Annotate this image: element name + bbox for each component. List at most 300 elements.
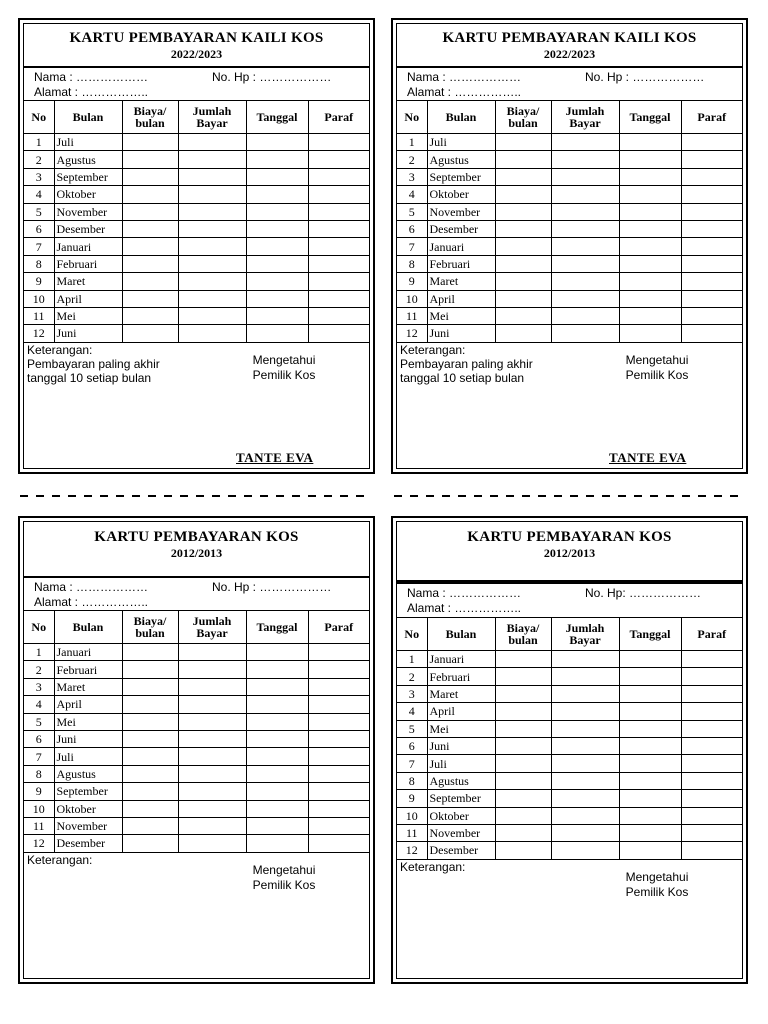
biaya-cell[interactable] (495, 720, 551, 737)
nama-field[interactable]: Nama : ……………… (34, 580, 149, 594)
jumlah-bayar-cell[interactable] (178, 151, 246, 168)
jumlah-bayar-cell[interactable] (551, 238, 619, 255)
paraf-cell[interactable] (681, 824, 742, 841)
jumlah-bayar-cell[interactable] (551, 651, 619, 668)
card-year: 2022/2023 (543, 47, 596, 61)
jumlah-bayar-cell[interactable] (178, 220, 246, 237)
header-jumlah: Jumlah Bayar (551, 618, 619, 651)
biaya-cell[interactable] (122, 644, 178, 661)
biaya-cell[interactable] (122, 730, 178, 747)
jumlah-bayar-cell[interactable] (178, 134, 246, 151)
jumlah-bayar-cell[interactable] (178, 713, 246, 730)
biaya-cell[interactable] (122, 748, 178, 765)
month-cell: Februari (427, 668, 495, 685)
header-tanggal: Tanggal (619, 618, 681, 651)
card-title: KARTU PEMBAYARAN KOS (94, 529, 299, 545)
paraf-cell[interactable] (308, 661, 369, 678)
table-row (24, 730, 369, 747)
month-cell: Mei (427, 307, 495, 324)
paraf-cell[interactable] (681, 651, 742, 668)
tanggal-cell[interactable] (246, 151, 308, 168)
table-row (397, 737, 742, 754)
card-year: 2022/2023 (170, 47, 223, 61)
jumlah-bayar-cell[interactable] (551, 134, 619, 151)
table-row (397, 755, 742, 772)
paraf-cell[interactable] (308, 238, 369, 255)
biaya-cell[interactable] (495, 772, 551, 789)
paraf-cell[interactable] (681, 720, 742, 737)
jumlah-bayar-cell[interactable] (178, 765, 246, 782)
jumlah-bayar-cell[interactable] (178, 748, 246, 765)
month-cell: September (427, 168, 495, 185)
table-row (24, 661, 369, 678)
biaya-cell[interactable] (495, 203, 551, 220)
biaya-cell[interactable] (495, 668, 551, 685)
paraf-cell[interactable] (308, 134, 369, 151)
jumlah-bayar-cell[interactable] (178, 678, 246, 695)
jumlah-bayar-cell[interactable] (178, 168, 246, 185)
table-row (24, 168, 369, 185)
paraf-cell[interactable] (681, 203, 742, 220)
tanggal-cell[interactable] (619, 703, 681, 720)
tanggal-cell[interactable] (246, 238, 308, 255)
nohp-field[interactable]: No. Hp : ……………… (212, 70, 332, 84)
keterangan-note: Keterangan: (400, 859, 466, 874)
biaya-cell[interactable] (122, 817, 178, 834)
paraf-cell[interactable] (308, 730, 369, 747)
biaya-cell[interactable] (122, 713, 178, 730)
biaya-cell[interactable] (122, 238, 178, 255)
paraf-cell[interactable] (308, 765, 369, 782)
paraf-cell[interactable] (681, 290, 742, 307)
month-cell: Desember (427, 220, 495, 237)
tanggal-cell[interactable] (619, 186, 681, 203)
tanggal-cell[interactable] (619, 824, 681, 841)
paraf-cell[interactable] (681, 668, 742, 685)
biaya-cell[interactable] (122, 307, 178, 324)
nohp-field[interactable]: No. Hp : ……………… (212, 580, 332, 594)
biaya-cell[interactable] (122, 783, 178, 800)
header-bulan: Bulan (427, 101, 495, 134)
jumlah-bayar-cell[interactable] (551, 290, 619, 307)
jumlah-bayar-cell[interactable] (178, 817, 246, 834)
table-header-row (397, 101, 742, 134)
biaya-cell[interactable] (495, 703, 551, 720)
keterangan-note: Keterangan: Pembayaran paling akhir tanggal 10 setiap bulan (400, 342, 533, 385)
biaya-cell[interactable] (122, 255, 178, 272)
alamat-field[interactable]: Alamat : …………….. (34, 595, 149, 609)
jumlah-bayar-cell[interactable] (178, 783, 246, 800)
paraf-cell[interactable] (308, 644, 369, 661)
row-number: 4 (24, 186, 54, 203)
tanggal-cell[interactable] (619, 685, 681, 702)
jumlah-bayar-cell[interactable] (551, 203, 619, 220)
biaya-cell[interactable] (495, 220, 551, 237)
tanggal-cell[interactable] (246, 765, 308, 782)
biaya-cell[interactable] (122, 678, 178, 695)
table-header-row (24, 101, 369, 134)
row-number: 3 (24, 678, 54, 695)
jumlah-bayar-cell[interactable] (178, 273, 246, 290)
biaya-cell[interactable] (495, 186, 551, 203)
jumlah-bayar-cell[interactable] (551, 807, 619, 824)
table-row (24, 800, 369, 817)
tanggal-cell[interactable] (619, 134, 681, 151)
month-cell: Juli (54, 134, 122, 151)
table-row (397, 307, 742, 324)
paraf-cell[interactable] (308, 325, 369, 342)
biaya-cell[interactable] (122, 696, 178, 713)
card-frame (396, 521, 743, 979)
month-cell: Desember (427, 842, 495, 859)
card-title: KARTU PEMBAYARAN KOS (467, 529, 672, 545)
biaya-cell[interactable] (495, 325, 551, 342)
tanggal-cell[interactable] (619, 807, 681, 824)
month-cell: Agustus (54, 765, 122, 782)
paraf-cell[interactable] (681, 273, 742, 290)
biaya-cell[interactable] (495, 807, 551, 824)
paraf-cell[interactable] (308, 800, 369, 817)
row-number: 8 (24, 255, 54, 272)
biaya-cell[interactable] (122, 273, 178, 290)
paraf-cell[interactable] (681, 703, 742, 720)
table-row (397, 703, 742, 720)
biaya-cell[interactable] (122, 800, 178, 817)
nama-field[interactable]: Nama : ……………… (407, 70, 522, 84)
jumlah-bayar-cell[interactable] (551, 151, 619, 168)
biaya-cell[interactable] (122, 325, 178, 342)
month-cell: November (54, 817, 122, 834)
jumlah-bayar-cell[interactable] (178, 307, 246, 324)
header-paraf: Paraf (681, 101, 742, 134)
paraf-cell[interactable] (681, 168, 742, 185)
biaya-cell[interactable] (122, 168, 178, 185)
nohp-field[interactable]: No. Hp: ……………… (585, 586, 702, 600)
payment-card (18, 516, 375, 984)
month-cell: April (54, 290, 122, 307)
tenant-info (24, 68, 369, 100)
biaya-cell[interactable] (122, 203, 178, 220)
month-cell: Desember (54, 220, 122, 237)
tanggal-cell[interactable] (619, 842, 681, 859)
biaya-cell[interactable] (495, 290, 551, 307)
paraf-cell[interactable] (308, 783, 369, 800)
header-paraf: Paraf (308, 101, 369, 134)
paraf-cell[interactable] (308, 151, 369, 168)
header-no: No (397, 101, 427, 134)
row-number: 9 (397, 790, 427, 807)
paraf-cell[interactable] (308, 307, 369, 324)
tanggal-cell[interactable] (619, 755, 681, 772)
tanggal-cell[interactable] (619, 307, 681, 324)
biaya-cell[interactable] (122, 134, 178, 151)
tanggal-cell[interactable] (246, 290, 308, 307)
month-cell: Juli (427, 134, 495, 151)
table-row (397, 772, 742, 789)
tanggal-cell[interactable] (246, 186, 308, 203)
header-no: No (24, 611, 54, 644)
paraf-cell[interactable] (681, 220, 742, 237)
tanggal-cell[interactable] (619, 772, 681, 789)
nama-field[interactable]: Nama : ……………… (34, 70, 149, 84)
biaya-cell[interactable] (495, 238, 551, 255)
jumlah-bayar-cell[interactable] (551, 273, 619, 290)
table-header-row (24, 611, 369, 644)
month-cell: Februari (54, 661, 122, 678)
jumlah-bayar-cell[interactable] (551, 737, 619, 754)
paraf-cell[interactable] (681, 307, 742, 324)
biaya-cell[interactable] (495, 685, 551, 702)
biaya-cell[interactable] (495, 755, 551, 772)
jumlah-bayar-cell[interactable] (178, 238, 246, 255)
tanggal-cell[interactable] (246, 325, 308, 342)
header-tanggal: Tanggal (246, 101, 308, 134)
jumlah-bayar-cell[interactable] (551, 325, 619, 342)
jumlah-bayar-cell[interactable] (551, 772, 619, 789)
biaya-cell[interactable] (495, 134, 551, 151)
table-row (397, 807, 742, 824)
table-row (24, 151, 369, 168)
card-frame (23, 521, 370, 979)
table-row (397, 790, 742, 807)
paraf-cell[interactable] (681, 790, 742, 807)
tanggal-cell[interactable] (246, 678, 308, 695)
tanggal-cell[interactable] (246, 307, 308, 324)
jumlah-bayar-cell[interactable] (551, 842, 619, 859)
tanggal-cell[interactable] (246, 255, 308, 272)
paraf-cell[interactable] (681, 685, 742, 702)
biaya-cell[interactable] (122, 765, 178, 782)
tanggal-cell[interactable] (619, 151, 681, 168)
biaya-cell[interactable] (495, 737, 551, 754)
paraf-cell[interactable] (308, 696, 369, 713)
alamat-field[interactable]: Alamat : …………….. (34, 85, 149, 99)
biaya-cell[interactable] (122, 661, 178, 678)
card-frame (396, 23, 743, 469)
tanggal-cell[interactable] (619, 651, 681, 668)
tanggal-cell[interactable] (246, 800, 308, 817)
month-cell: Mei (54, 307, 122, 324)
jumlah-bayar-cell[interactable] (551, 168, 619, 185)
paraf-cell[interactable] (681, 151, 742, 168)
paraf-cell[interactable] (308, 255, 369, 272)
month-cell: Oktober (427, 807, 495, 824)
card-header (24, 522, 369, 578)
card-header (397, 24, 742, 68)
biaya-cell[interactable] (495, 651, 551, 668)
row-number: 10 (397, 290, 427, 307)
paraf-cell[interactable] (681, 325, 742, 342)
jumlah-bayar-cell[interactable] (178, 661, 246, 678)
biaya-cell[interactable] (122, 220, 178, 237)
jumlah-bayar-cell[interactable] (178, 800, 246, 817)
tenant-info (397, 584, 742, 617)
tanggal-cell[interactable] (246, 661, 308, 678)
jumlah-bayar-cell[interactable] (178, 203, 246, 220)
tanggal-cell[interactable] (619, 720, 681, 737)
biaya-cell[interactable] (495, 790, 551, 807)
table-row (397, 842, 742, 859)
paraf-cell[interactable] (308, 713, 369, 730)
row-number: 2 (24, 661, 54, 678)
tanggal-cell[interactable] (246, 220, 308, 237)
jumlah-bayar-cell[interactable] (551, 668, 619, 685)
tanggal-cell[interactable] (619, 203, 681, 220)
table-row (24, 186, 369, 203)
table-row (397, 325, 742, 342)
jumlah-bayar-cell[interactable] (178, 730, 246, 747)
jumlah-bayar-cell[interactable] (178, 290, 246, 307)
paraf-cell[interactable] (308, 748, 369, 765)
header-biaya: Biaya/ bulan (122, 611, 178, 644)
table-row (24, 835, 369, 852)
tanggal-cell[interactable] (619, 290, 681, 307)
table-row (397, 668, 742, 685)
paraf-cell[interactable] (308, 273, 369, 290)
tanggal-cell[interactable] (246, 783, 308, 800)
header-bulan: Bulan (427, 618, 495, 651)
header-paraf: Paraf (681, 618, 742, 651)
nama-field[interactable]: Nama : ……………… (407, 586, 522, 600)
biaya-cell[interactable] (495, 151, 551, 168)
tanggal-cell[interactable] (246, 273, 308, 290)
paraf-cell[interactable] (681, 134, 742, 151)
jumlah-bayar-cell[interactable] (178, 696, 246, 713)
tanggal-cell[interactable] (619, 255, 681, 272)
jumlah-bayar-cell[interactable] (178, 255, 246, 272)
table-row (397, 290, 742, 307)
card-header (397, 522, 742, 584)
jumlah-bayar-cell[interactable] (551, 824, 619, 841)
tanggal-cell[interactable] (619, 737, 681, 754)
table-row (24, 290, 369, 307)
paraf-cell[interactable] (308, 290, 369, 307)
payment-table (24, 610, 369, 853)
row-number: 6 (397, 220, 427, 237)
row-number: 9 (397, 273, 427, 290)
row-number: 7 (397, 238, 427, 255)
alamat-field[interactable]: Alamat : …………….. (407, 85, 522, 99)
owner-signature: TANTE EVA (609, 449, 687, 465)
tanggal-cell[interactable] (619, 238, 681, 255)
row-number: 12 (24, 325, 54, 342)
jumlah-bayar-cell[interactable] (178, 325, 246, 342)
biaya-cell[interactable] (495, 307, 551, 324)
tanggal-cell[interactable] (246, 168, 308, 185)
jumlah-bayar-cell[interactable] (178, 835, 246, 852)
payment-table (397, 617, 742, 860)
jumlah-bayar-cell[interactable] (178, 186, 246, 203)
jumlah-bayar-cell[interactable] (551, 685, 619, 702)
paraf-cell[interactable] (681, 238, 742, 255)
month-cell: Maret (54, 678, 122, 695)
table-row (24, 748, 369, 765)
paraf-cell[interactable] (681, 186, 742, 203)
row-number: 4 (397, 703, 427, 720)
paraf-cell[interactable] (308, 678, 369, 695)
tenant-info (24, 578, 369, 610)
payment-card (18, 18, 375, 474)
tanggal-cell[interactable] (246, 817, 308, 834)
paraf-cell[interactable] (681, 807, 742, 824)
jumlah-bayar-cell[interactable] (551, 720, 619, 737)
nohp-field[interactable]: No. Hp : ……………… (585, 70, 705, 84)
tanggal-cell[interactable] (246, 696, 308, 713)
mengetahui-label: Mengetahui Pemilik Kos (625, 869, 689, 899)
jumlah-bayar-cell[interactable] (551, 255, 619, 272)
jumlah-bayar-cell[interactable] (551, 755, 619, 772)
jumlah-bayar-cell[interactable] (551, 186, 619, 203)
header-jumlah: Jumlah Bayar (178, 101, 246, 134)
jumlah-bayar-cell[interactable] (551, 220, 619, 237)
cut-line-right (394, 495, 746, 497)
biaya-cell[interactable] (495, 842, 551, 859)
table-row (397, 273, 742, 290)
tanggal-cell[interactable] (619, 273, 681, 290)
jumlah-bayar-cell[interactable] (551, 307, 619, 324)
biaya-cell[interactable] (122, 290, 178, 307)
biaya-cell[interactable] (122, 151, 178, 168)
tanggal-cell[interactable] (619, 168, 681, 185)
biaya-cell[interactable] (495, 168, 551, 185)
biaya-cell[interactable] (495, 273, 551, 290)
paraf-cell[interactable] (681, 772, 742, 789)
paraf-cell[interactable] (308, 186, 369, 203)
paraf-cell[interactable] (681, 755, 742, 772)
tanggal-cell[interactable] (246, 644, 308, 661)
tanggal-cell[interactable] (246, 730, 308, 747)
table-row (24, 220, 369, 237)
table-row (24, 307, 369, 324)
tanggal-cell[interactable] (619, 668, 681, 685)
biaya-cell[interactable] (495, 824, 551, 841)
paraf-cell[interactable] (308, 168, 369, 185)
jumlah-bayar-cell[interactable] (551, 790, 619, 807)
keterangan-note: Keterangan: (27, 852, 93, 867)
jumlah-bayar-cell[interactable] (551, 703, 619, 720)
month-cell: Mei (54, 713, 122, 730)
tanggal-cell[interactable] (246, 748, 308, 765)
header-jumlah: Jumlah Bayar (551, 101, 619, 134)
tanggal-cell[interactable] (246, 203, 308, 220)
paraf-cell[interactable] (308, 220, 369, 237)
paraf-cell[interactable] (681, 842, 742, 859)
table-row (397, 151, 742, 168)
paraf-cell[interactable] (681, 737, 742, 754)
biaya-cell[interactable] (122, 835, 178, 852)
paraf-cell[interactable] (308, 835, 369, 852)
paraf-cell[interactable] (681, 255, 742, 272)
biaya-cell[interactable] (495, 255, 551, 272)
month-cell: Juni (427, 737, 495, 754)
tanggal-cell[interactable] (619, 220, 681, 237)
tanggal-cell[interactable] (246, 835, 308, 852)
paraf-cell[interactable] (308, 817, 369, 834)
header-tanggal: Tanggal (619, 101, 681, 134)
row-number: 10 (24, 290, 54, 307)
alamat-field[interactable]: Alamat : …………….. (407, 601, 522, 615)
row-number: 5 (24, 713, 54, 730)
biaya-cell[interactable] (122, 186, 178, 203)
tanggal-cell[interactable] (246, 713, 308, 730)
row-number: 9 (24, 273, 54, 290)
tanggal-cell[interactable] (246, 134, 308, 151)
table-row (24, 203, 369, 220)
paraf-cell[interactable] (308, 203, 369, 220)
tanggal-cell[interactable] (619, 325, 681, 342)
jumlah-bayar-cell[interactable] (178, 644, 246, 661)
tanggal-cell[interactable] (619, 790, 681, 807)
